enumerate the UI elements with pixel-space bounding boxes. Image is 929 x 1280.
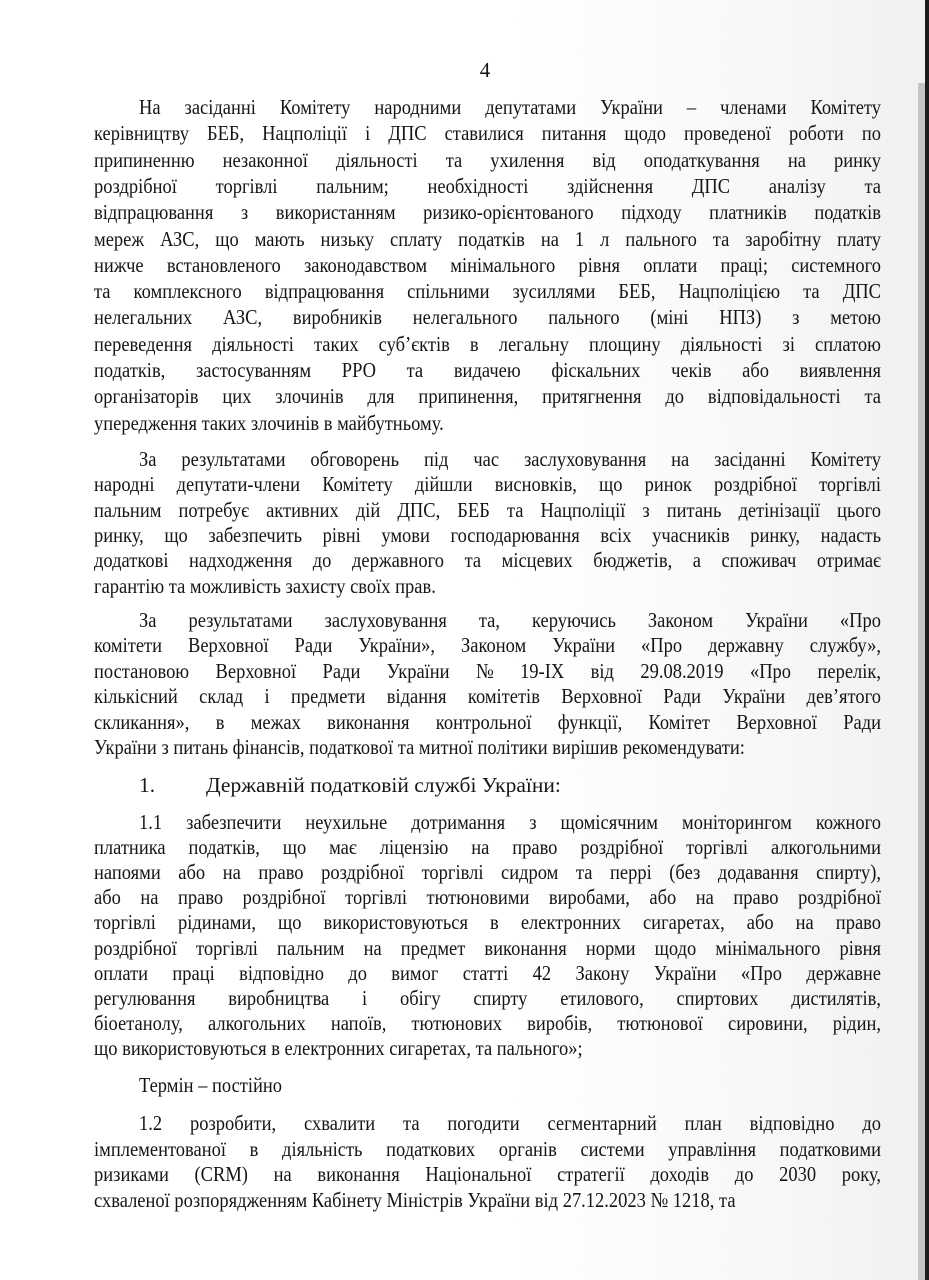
paragraph-line: або на право роздрібної торгівлі тютюновими виробами, або на право роздрібної — [94, 885, 882, 910]
paragraph-line: що використовуються в електронних сигаретах, та пального»; — [94, 1035, 583, 1060]
paragraph-line: пальним потребує активних дій ДПС, БЕБ та Нацполіції з питань детінізації цього — [94, 497, 881, 522]
paragraph-line: скликання», в межах виконання контрольної функції, Комітет Верховної Ради — [94, 709, 882, 734]
paragraph-line: За результатами заслуховування та, керуючись Законом України «Про — [139, 608, 882, 632]
paragraph-line: відпрацювання з використанням ризико-орієнтованого підходу платників податків — [94, 200, 882, 225]
list-item-number: 1. — [139, 773, 156, 797]
paragraph-line: гарантію та можливість захисту своїх прав. — [94, 573, 436, 598]
paragraph-line: кількісний склад і предмети відання комітетів Верховної Ради України дев’ятого — [94, 684, 882, 709]
paragraph-line: 1.2 розробити, схвалити та погодити сегментарний план відповідно до — [139, 1111, 882, 1135]
list-item-heading: Державній податковій службі України: — [206, 773, 561, 797]
paragraph-line: України з питань фінансів, податкової та митної політики вирішив рекомендувати: — [94, 735, 745, 759]
paragraph-line: За результатами обговорень під час заслуховування на засіданні Комітету — [139, 447, 882, 471]
paragraph-line: ризиками (CRM) на виконання Національної стратегії доходів до 2030 року, — [94, 1162, 881, 1186]
paragraph-line: постановою Верховної Ради України № 19-IX від 29.08.2019 «Про перелік, — [94, 658, 881, 683]
page-number: 4 — [479, 58, 491, 82]
paragraph-line: регулювання виробництва і обігу спирту етилового, спиртових дистилятів, — [94, 985, 882, 1010]
paragraph-line: додаткові надходження до державного та місцевих бюджетів, а споживач отримає — [94, 548, 881, 573]
paragraph-line: 1.1 забезпечити неухильне дотримання з щомісячним моніторингом кожного — [139, 810, 882, 834]
paragraph-line: торгівлі рідинами, що використовуються в електронних сигаретах, або на право — [94, 910, 881, 935]
paragraph-line: переведення діяльності таких суб’єктів в легальну площину діяльності зі сплатою — [94, 331, 881, 356]
paragraph-line: схваленої розпорядженням Кабінету Міністрів України від 27.12.2023 № 1218, та — [94, 1187, 736, 1212]
paragraph-line: платника податків, що має ліцензію на право роздрібної торгівлі алкогольними — [94, 835, 882, 860]
paragraph-line: народні депутати-члени Комітету дійшли висновків, що ринок роздрібної торгівлі — [94, 472, 882, 497]
paragraph-line: комітети Верховної Ради України», Законом України «Про державну службу», — [94, 633, 882, 658]
paragraph-line: податків, застосуванням РРО та видачею фіскальних чеків або виявлення — [94, 358, 882, 382]
paragraph-line: та комплексного відпрацювання спільними зусиллями БЕБ, Нацполіцією та ДПС — [94, 279, 881, 304]
paragraph-line: імплементованої в діяльність податкових органів системи управління податковими — [94, 1136, 881, 1161]
paragraph-line: роздрібної торгівлі пальним на предмет виконання норми щодо мінімального рівня — [94, 935, 881, 960]
paragraph-line: нижче встановленого законодавством мінімального рівня оплати праці; системного — [94, 252, 882, 277]
paragraph-line: роздрібної торгівлі пальним; необхідності здійснення ДПС аналізу та — [94, 173, 881, 198]
paragraph-line: нелегальних АЗС, виробників нелегального пального (міні НПЗ) з метою — [94, 305, 882, 330]
paragraph-line: біоетанолу, алкогольних напоїв, тютюнових виробів, тютюнової сировини, рідин, — [94, 1010, 882, 1035]
paragraph-line: упередження таких злочинів в майбутньому. — [94, 410, 444, 435]
paragraph-line: На засіданні Комітету народними депутатами України – членами Комітету — [139, 95, 882, 119]
window-edge — [925, 0, 929, 1280]
paragraph-line: організаторів цих злочинів для припинення, притягнення до відповідальності та — [94, 384, 881, 409]
paragraph-line: Термін – постійно — [139, 1073, 283, 1097]
paragraph-line: ринку, що забезпечить рівні умови господарювання всіх учасників ринку, надасть — [94, 522, 882, 547]
paragraph-line: напоями або на право роздрібної торгівлі сидром та перрі (без додавання спирту), — [94, 860, 882, 885]
paragraph-line: керівництву БЕБ, Нацполіції і ДПС ставилися питання щодо проведеної роботи по — [94, 121, 882, 146]
paragraph-line: припиненню незаконної діяльності та ухилення від оподаткування на ринку — [94, 147, 881, 172]
paragraph-line: оплати праці відповідно до вимог статті 42 Закону України «Про державне — [94, 960, 881, 985]
vertical-scrollbar-thumb[interactable] — [918, 83, 925, 1280]
paragraph-line: мереж АЗС, що мають низьку сплату податків на 1 л пального та заробітну плату — [94, 226, 882, 251]
